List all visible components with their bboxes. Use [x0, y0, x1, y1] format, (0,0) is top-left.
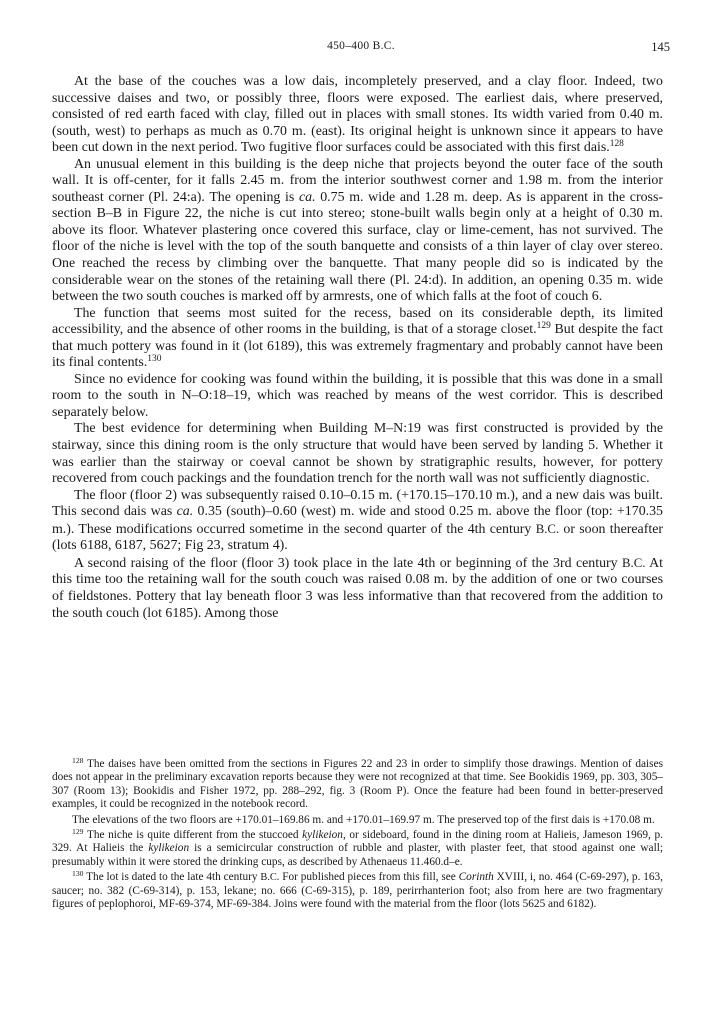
footnote-number: 129: [72, 826, 84, 836]
paragraph-text: An unusual element in this building is the deep niche that projects beyond the outer face of the south wall. It is off-center, for it falls 2.45 m. from the interior southwest corner and 1.98 m. from the interior southeast corner (Pl. 24:a). The opening is: [52, 156, 663, 205]
footnote-text: The daises have been omitted from the sections in Figures 22 and 23 in order to simplify those drawings. Mention of daises does not appear in the preliminary excavation reports because they were not recognized at that time. See Bookidis 1969, pp. 303, 305–307 (Room 13); Bookidis and Fisher 1972, pp. 288–292, fig. 3 (Room P). Once the feature had been found in better-preserved examples, it could be recognized in the notebook record.: [52, 758, 663, 811]
page-number: 145: [651, 40, 670, 54]
footnotes: [52, 755, 663, 913]
running-head: [52, 40, 670, 60]
footnote-ref-130[interactable]: 130: [147, 354, 162, 365]
paragraph-text: But despite the fact that much pottery was found in it (lot 6189), this was extremely fragmentary and probably cannot have been its final contents.: [52, 322, 663, 371]
footnote-128-continuation: The elevations of the two floors are +170.01–169.86 m. and +170.01–169.97 m. The preserved top of the first dais is +170.08 m.: [72, 813, 655, 826]
paragraph-text: 0.35 (south)–0.60 (west) m. wide and stood 0.25 m. above the floor (top: +170.35 m.). These modifications occurred sometime in the second quarter of the 4th century: [52, 504, 664, 537]
paragraph-floor-2: [52, 488, 663, 555]
footnote-text: XVIII, i, no. 464 (C-69-297), p. 163, saucer; no. 382 (C-69-314), p. 153, lekane; no. 666 (C-69-315), p. 189, perirrhanterion foot; also from here are two fragmentary figures of peplophoroi, MF-69-374, MF-69-384. Joins were found with the material from the floor (lots 5625 and 6182).: [52, 871, 663, 911]
small-caps-bc: B.C.: [260, 872, 280, 884]
paragraph-recess-function: [52, 306, 663, 372]
paragraph-construction-date: The best evidence for determining when Building M–N:19 was first constructed is provided by the stairway, since this dining room is the only structure that would have been served by landing 5. Whether it was earlier than the stairway or coeval cannot be shown by stratigraphic results, however, for pottery recovered from couch packings and the foundation trench for the north wall was not sufficiently diagnostic.: [52, 421, 663, 487]
paragraph-text: A second raising of the floor (floor 3) took place in the late 4th or beginning of the 3rd century: [74, 555, 623, 571]
italic-title: Corinth: [458, 871, 494, 884]
footnote-ref-128[interactable]: 128: [609, 139, 624, 149]
footnote-130: [52, 871, 663, 911]
footnote-text: is a semicircular construction of rubble and plaster, with plaster feet, that stood against one wall; presumably within it were stored the drinking cups, as described by Athenaeus 11.460.d–e.: [52, 842, 663, 868]
paragraph-niche: [52, 157, 663, 306]
footnote-text: The niche is quite different from the stuccoed: [83, 829, 303, 842]
italic-term: kylikeion: [148, 842, 190, 855]
paragraph-text: The function that seems most suited for the recess, based on its considerable depth, its limited accessibility, and the absence of other rooms in the building, is that of a storage closet.: [52, 305, 663, 338]
small-caps-bc: B.C.: [622, 555, 646, 570]
footnote-text: , or sideboard, found in the dining room at Halieis, Jameson 1969, p. 329. At Halieis the: [52, 829, 663, 855]
italic-ca: ca.: [176, 504, 194, 520]
paragraph-cooking: Since no evidence for cooking was found within the building, it is possible that this was done in a small room to the south in N–O:18–19, which was reached by means of the west corridor. This is described separately below.: [52, 371, 663, 420]
paragraph-text: or soon thereafter (lots 6188, 6187, 5627; Fig 23, stratum 4).: [52, 521, 663, 554]
paragraph-floor-3: [52, 555, 663, 622]
footnote-number: 130: [72, 869, 84, 879]
footnote-128: [52, 755, 663, 812]
footnote-ref-129[interactable]: 129: [536, 321, 551, 332]
paragraph-text: At this time too the retaining wall for the south couch was raised 0.08 m. by the addition of one or two courses of fieldstones. Pottery that lay beneath floor 3 was less informative than that recovered from the addition to the south couch (lot 6185). Among those: [52, 555, 663, 621]
italic-term: kylikeion: [302, 829, 343, 842]
footnote-number: 128: [72, 755, 84, 765]
footnote-text: For published pieces from this fill, see: [279, 871, 459, 884]
paragraph-daises: [52, 74, 663, 157]
footnote-129: [52, 826, 663, 869]
paragraph-text: The floor (floor 2) was subsequently raised 0.10–0.15 m. (+170.15–170.10 m.), and a new dais was built. This second dais was: [52, 487, 663, 520]
italic-ca: ca.: [298, 189, 316, 205]
paragraph-text: At the base of the couches was a low dais, incompletely preserved, and a clay floor. Indeed, two successive daises and two, or possibly three, floors were exposed. The earliest dais, where preserved, consisted of red earth faced with clay, filled out in places with small stones. Its width varied from 0.40 m. (south, west) to perhaps as much as 0.70 m. (east). Its original height is unknown since it appears to have been cut down in the next period. Two fugitive floor surfaces could be associated with this first dais.: [52, 74, 663, 156]
running-head-title: 450–400 B.C.: [327, 40, 395, 52]
paragraph-text: 0.75 m. wide and 1.28 m. deep. As is apparent in the cross-section B–B in Figure 22, the niche is cut into stereo; stone-built walls begin only at a height of 0.30 m. above its floor. Whatever plastering once covered this surface, clay or lime-cement, has not survived. The floor of the niche is level with the top of the south banquette and consists of a thin layer of clay over stereo. One reached the recess by climbing over the banquette. That many people did so is indicated by the considerable wear on the stones of the retaining wall there (Pl. 24:d). In addition, an opening 0.35 m. wide between the two south couches is marked off by armrests, one of which falls at the foot of couch 6.: [52, 189, 663, 305]
main-text: [52, 74, 663, 622]
small-caps-bc: B.C.: [535, 521, 560, 536]
footnote-text: The lot is dated to the late 4th century: [83, 871, 261, 884]
